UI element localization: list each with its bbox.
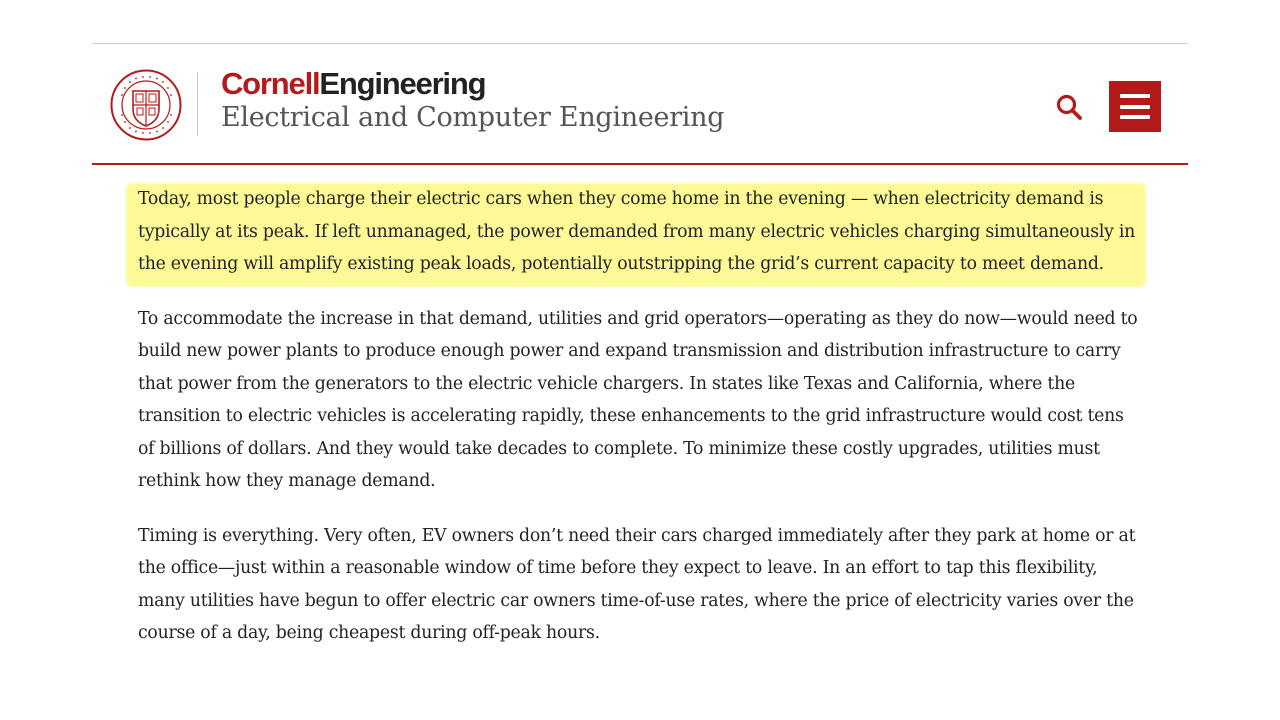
article-paragraph-3: Timing is everything. Very often, EV owners don’t need their cars charged immediately after they park at home or at the office—just within a reasonable window of time before they expect to leave. In an effort to tap this flexibility, many utilities have begun to offer electric car owners time-of-use rates, where the price of electricity varies over the course of a day, being cheapest during off-peak hours. [138, 525, 1136, 643]
cornell-engineering-wordmark[interactable] [221, 66, 485, 102]
brand-cornell: Cornell [221, 66, 320, 101]
article-paragraph-1: Today, most people charge their electric cars when they come home in the evening — when electricity demand is typically at its peak. If left unmanaged, the power demanded from many electric vehicles charging simultaneously in the evening will amplify existing peak loads, potentially outstripping the grid’s current capacity to meet demand. [138, 189, 1136, 274]
article-paragraph-2: To accommodate the increase in that demand, utilities and grid operators—operating as they do now—would need to build new power plants to produce enough power and expand transmission and distribution infrastructure to carry that power from the generators to the electric vehicle chargers. In states like Texas and California, where the transition to electric vehicles is accelerating rapidly, these enhancements to the grid infrastructure would cost tens of billions of dollars. And they would take decades to complete. To minimize these costly upgrades, utilities must rethink how they manage demand. [138, 308, 1138, 491]
cornell-seal-icon[interactable] [110, 69, 182, 141]
header-red-rule [92, 163, 1188, 165]
hamburger-bar [1120, 115, 1150, 119]
search-icon[interactable] [1054, 92, 1084, 122]
site-header [92, 44, 1188, 164]
logo-divider [197, 72, 198, 136]
department-title[interactable]: Electrical and Computer Engineering [221, 102, 725, 133]
brand-engineering: Engineering [319, 66, 486, 101]
article-body [138, 183, 1138, 650]
hamburger-bar [1120, 105, 1150, 109]
menu-button[interactable] [1109, 81, 1161, 132]
hamburger-menu-icon [1120, 94, 1150, 98]
